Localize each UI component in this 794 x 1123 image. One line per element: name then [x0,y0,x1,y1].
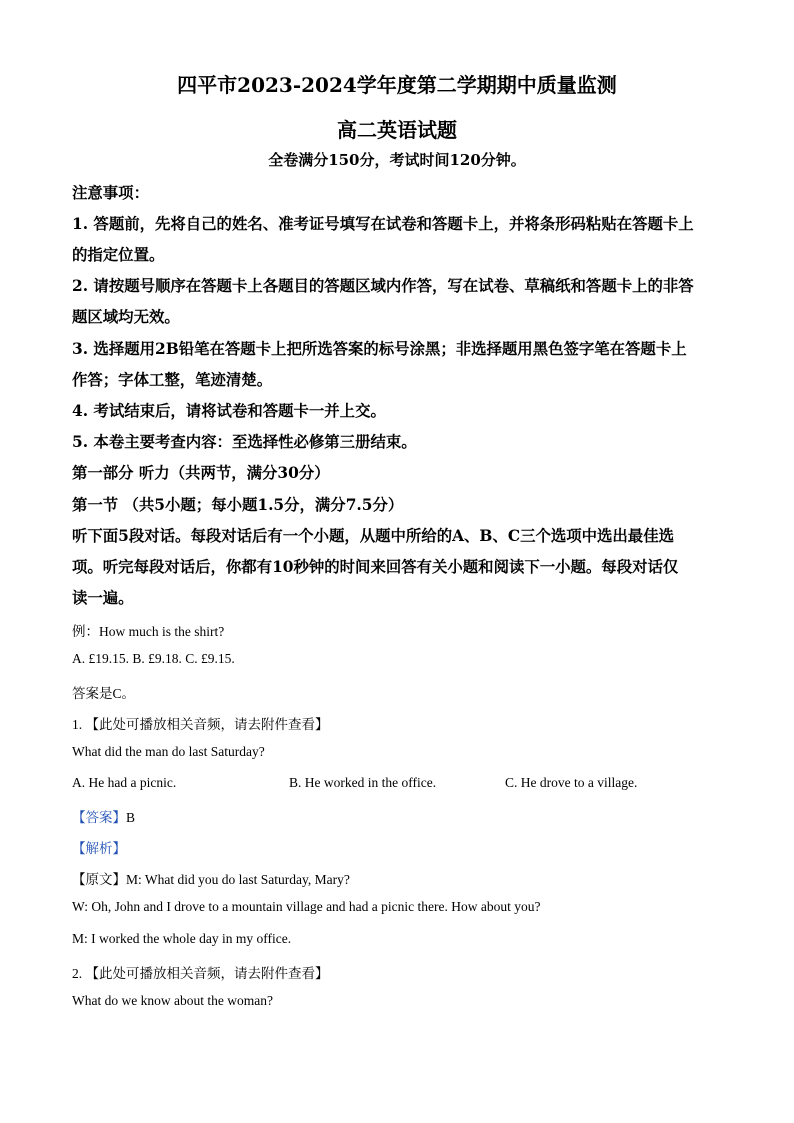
exam-title: 四平市2023-2024学年度第二学期期中质量监测 [177,73,617,97]
q2-label: 2. 【此处可播放相关音频，请去附件查看】 [72,966,329,981]
notice-line: 4. 考试结束后，请将试卷和答题卡一并上交。 [72,402,386,420]
transcript-line: M: What did you do last Saturday, Mary? [126,872,350,887]
q1-option-c: C. He drove to a village. [505,775,638,790]
notice-line: 作答；字体工整，笔迹清楚。 [72,371,273,389]
part1-heading: 第一部分 听力（共两节，满分30分） [72,464,330,482]
notice-line: 2. 请按题号顺序在答题卡上各题目的答题区域内作答，写在试卷、草稿纸和答题卡上的非答 [72,277,694,295]
transcript-line: W: Oh, John and I drove to a mountain village and had a picnic there. How about you? [72,899,541,914]
answer-tag: 【答案】 [72,810,126,825]
transcript-line: M: I worked the whole day in my office. [72,931,292,946]
example-question: 例：How much is the shirt? [72,624,225,639]
instruction-line: 听下面5段对话。每段对话后有一个小题，从题中所给的A、B、C三个选项中选出最佳选 [72,527,674,545]
q1-option-b: B. He worked in the office. [289,775,437,790]
q1-answer [72,806,135,826]
q1-analysis [72,837,126,857]
notice-line: 题区域均无效。 [72,308,180,326]
score-info: 全卷满分150分，考试时间120分钟。 [268,151,526,169]
analysis-tag: 【解析】 [72,841,126,856]
q1-question: What did the man do last Saturday? [72,744,265,759]
notice-line: 5. 本卷主要考查内容：至选择性必修第三册结束。 [72,433,417,451]
q1-transcript [72,868,350,888]
exam-subtitle: 高二英语试题 [337,118,457,142]
transcript-tag: 【原文】 [72,872,126,887]
answer-value: B [126,810,136,825]
section1-heading: 第一节 （共5小题；每小题1.5分，满分7.5分） [72,496,404,514]
q1-option-a: A. He had a picnic. [72,775,177,790]
instruction-line: 项。听完每段对话后，你都有10秒钟的时间来回答有关小题和阅读下一小题。每段对话仅 [72,558,679,576]
notice-heading: 注意事项： [72,184,149,202]
notice-line: 的指定位置。 [72,246,165,264]
example-options: A. £19.15. B. £9.18. C. £9.15. [72,651,235,666]
notice-line: 1. 答题前，先将自己的姓名、准考证号填写在试卷和答题卡上，并将条形码粘贴在答题卡上 [72,215,694,233]
notice-line: 3. 选择题用2B铅笔在答题卡上把所选答案的标号涂黑；非选择题用黑色签字笔在答题卡上 [72,340,687,358]
q2-question: What do we know about the woman? [72,993,273,1008]
example-answer: 答案是C。 [72,686,136,701]
instruction-line: 读一遍。 [72,589,134,607]
q1-label: 1. 【此处可播放相关音频，请去附件查看】 [72,717,329,732]
